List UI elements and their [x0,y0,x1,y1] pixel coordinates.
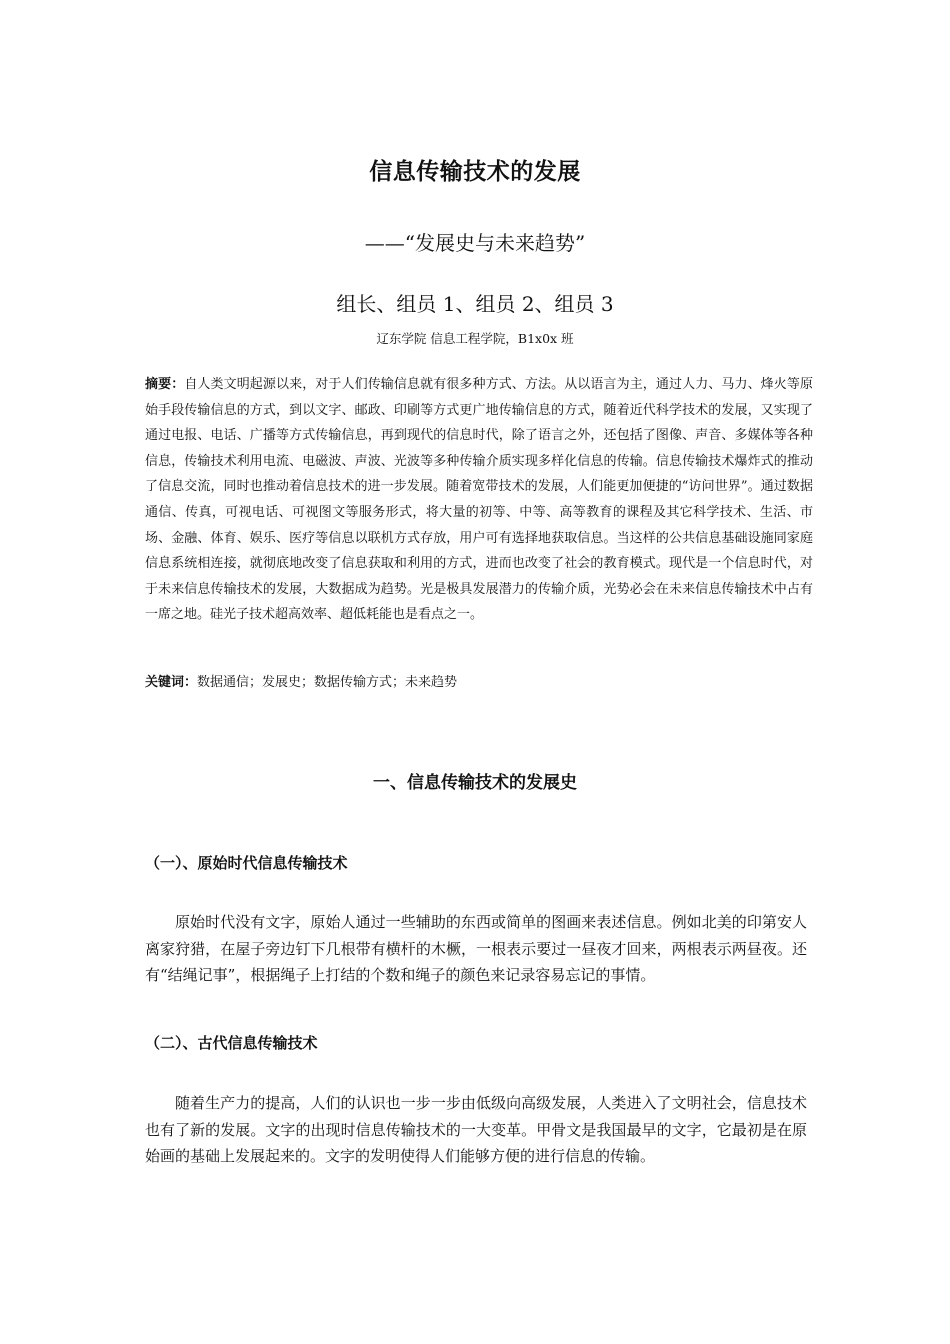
subsection-body-ancient: 随着生产力的提高，人们的认识也一步一步由低级向高级发展，人类进入了文明社会，信息技术也有了新的发展。文字的出现时信息传输技术的一大变革。甲骨文是我国最早的文字，它最初是在原始画的基础上发展起来的。文字的发明使得人们能够方便的进行信息的传输。 [145,1094,807,1165]
keywords-label: 关键词： [145,675,198,690]
abstract-paragraph [145,372,813,628]
abstract-text: 自人类文明起源以来，对于人们传输信息就有很多种方式、方法。从以语言为主，通过人力、马力、烽火等原始手段传输信息的方式，到以文字、邮政、印刷等方式更广地传输信息的方式，随着近代科学技术的发展，又实现了通过电报、电话、广播等方式传输信息，再到现代的信息时代，除了语言之外，还包括了图像、声音、多媒体等各种信息，传输技术利用电流、电磁波、声波、光波等多种传输介质实现多样化信息的传输。信息传输技术爆炸式的推动了信息交流，同时也推动着信息技术的进一步发展。随着宽带技术的发展，人们能更加便捷的“访问世界”。通过数据通信、传真，可视电话、可视图文等服务形式，将大量的初等、中等、高等教育的课程及其它科学技术、生活、市场、金融、体育、娱乐、医疗等信息以联机方式存放，用户可有选择地获取信息。当这样的公共信息基础设施同家庭信息系统相连接，就彻底地改变了信息获取和利用的方式，进而也改变了社会的教育模式。现代是一个信息时代，对于未来信息传输技术的发展，大数据成为趋势。光是极具发展潜力的传输介质，光势必会在未来信息传输技术中占有一席之地。硅光子技术超高效率、超低耗能也是看点之一。 [145,377,813,623]
document-subtitle: ——“发展史与未来趋势” [364,231,586,255]
subsection-heading-ancient: （二）、古代信息传输技术 [145,1034,318,1052]
section-heading: 一、信息传输技术的发展史 [373,773,577,793]
keywords-text: 数据通信；发展史；数据传输方式；未来趋势 [197,675,458,690]
keywords-line [145,671,813,695]
subsection-body-primitive: 原始时代没有文字，原始人通过一些辅助的东西或简单的图画来表述信息。例如北美的印第安人离家狩猎，在屋子旁边钉下几根带有横杆的木橛，一根表示要过一昼夜才回来，两根表示两昼夜。还有“结绳记事”，根据绳子上打结的个数和绳子的颜色来记录容易忘记的事情。 [145,913,807,984]
affiliation: 辽东学院 信息工程学院，B1x0x 班 [376,331,574,346]
author-list: 组长、组员 1、组员 2、组员 3 [336,292,614,316]
subsection-heading-primitive: （一）、原始时代信息传输技术 [145,854,348,872]
abstract-label: 摘要： [145,377,185,392]
document-title: 信息传输技术的发展 [369,159,581,185]
